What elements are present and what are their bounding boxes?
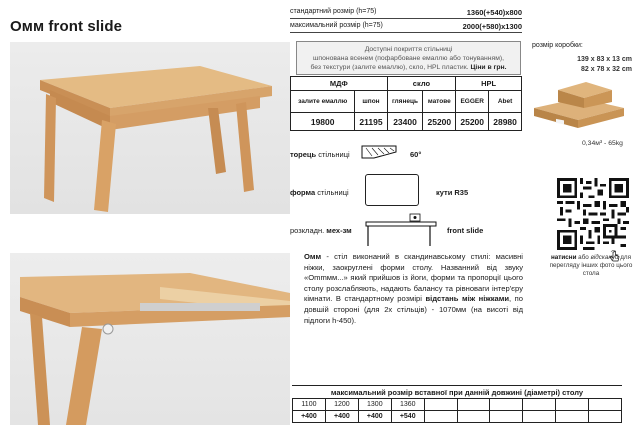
coatings-info: [296, 41, 521, 75]
coatings-line-3: [302, 63, 515, 72]
coatings-line-3-text: без текстури (залите емаллю), скло, HPL пластик.: [310, 64, 469, 71]
mechanism-name: front slide: [447, 226, 484, 235]
price-matte: 25200: [423, 113, 456, 131]
table-cell: 1100: [293, 399, 326, 411]
price-egger: 25200: [456, 113, 489, 131]
max-size-value: 2000(+580)х1300: [462, 22, 522, 31]
table-row-lengths: [293, 399, 622, 411]
table-cell: [523, 411, 556, 423]
table-cell: 1200: [325, 399, 358, 411]
product-photo-table: [10, 42, 290, 214]
sub-enamel: залите емаллю: [291, 91, 355, 113]
shipping-box-icon: [528, 74, 628, 132]
description-text-1: - стіл виконаний в скандинавському стилі: масивні ніжки, заокруглені форми столу. Названний від звуку «Ommмм...» який прийшов із йоги, форми та пропорції цього столу розслабляють, надають балансу та рівноваги інтер'єру кімнати. В стандартному розмірі: [304, 252, 523, 304]
group-glass: скло: [387, 77, 456, 91]
sub-abet: Abet: [489, 91, 522, 113]
table-cell: [556, 411, 589, 423]
product-photo-mechanism: [10, 253, 290, 425]
corner-radius: кути R35: [436, 188, 469, 197]
table-cell: [523, 399, 556, 411]
qr-hint-italic: відскануй: [590, 254, 619, 261]
mechanism-label-prefix: розкладн.: [290, 226, 327, 235]
max-size-label: максимальний розмір (h=75): [290, 22, 383, 29]
description-text-2: , по довшій стороні (для 2х стільців) - 1070мм (на висоті від підлоги h-450).: [304, 294, 523, 325]
sub-gloss: глянець: [387, 91, 423, 113]
box-volume-weight: 0,34м³ - 65kg: [582, 140, 623, 147]
box-dimension-1: 139 x 83 x 13 cm: [577, 56, 632, 63]
qr-hint-bold: натисни: [551, 254, 577, 261]
mechanism-label: [290, 226, 352, 235]
shape-label-bold: форма: [290, 188, 316, 197]
shape-label: [290, 188, 349, 197]
coatings-line-1: Доступні покриття стільниці: [364, 46, 453, 53]
tabletop-shape-icon: [365, 174, 419, 206]
qr-hint: [548, 254, 634, 278]
description-name: Омм: [304, 252, 322, 261]
shape-label-rest: стільниці: [315, 188, 349, 197]
prices-note: Ціни в грн.: [470, 64, 507, 71]
sub-veneer: шпон: [355, 91, 387, 113]
sub-egger: EGGER: [456, 91, 489, 113]
edge-label: [290, 150, 350, 159]
price-table: [290, 76, 522, 131]
price-gloss: 23400: [387, 113, 423, 131]
extension-table-title: максимальний розмір вставної при данній довжині (діаметрі) столу: [292, 385, 622, 397]
max-size-row: [290, 22, 522, 33]
table-cell: [589, 411, 622, 423]
qr-hint-text-1: або: [576, 254, 591, 261]
edge-label-bold: торець: [290, 150, 317, 159]
price-abet: 28980: [489, 113, 522, 131]
table-cell: [424, 399, 457, 411]
sub-matte: матове: [423, 91, 456, 113]
standard-size-value: 1360(+540)х800: [466, 8, 522, 17]
product-title: Омм front slide: [10, 18, 123, 35]
table-cell: [556, 399, 589, 411]
edge-profile-icon: [360, 142, 398, 162]
mechanism-label-bold: мех-зм: [326, 226, 352, 235]
table-cell: [457, 399, 490, 411]
table-cell: 1300: [358, 399, 391, 411]
table-cell: +400: [293, 411, 326, 423]
slide-mechanism-icon: [360, 212, 440, 246]
qr-code[interactable]: [557, 178, 629, 250]
box-size-label: розмір коробки:: [532, 42, 583, 49]
standard-size-row: [290, 8, 522, 19]
table-cell: [424, 411, 457, 423]
coatings-line-2: шпонована всенем (пофарбоване емаллю або тонуванням),: [312, 55, 505, 62]
table-cell: +400: [325, 411, 358, 423]
table-cell: [457, 411, 490, 423]
table-cell: +400: [358, 411, 391, 423]
table-cell: [490, 399, 523, 411]
table-cell: 1360: [391, 399, 424, 411]
group-hpl: HPL: [456, 77, 522, 91]
product-description: [304, 252, 523, 326]
description-bold: відстань між ніжками: [425, 294, 510, 304]
box-dimension-2: 82 x 78 x 32 cm: [581, 66, 632, 73]
qr-hint-text-2: для перегляду інших фото цього стола: [549, 254, 633, 277]
table-row-extensions: [293, 411, 622, 423]
table-cell: [589, 399, 622, 411]
table-cell: [490, 411, 523, 423]
extension-table: [292, 398, 622, 423]
edge-angle: 60°: [410, 150, 422, 159]
price-veneer: 21195: [355, 113, 387, 131]
standard-size-label: стандартний розмір (h=75): [290, 8, 377, 15]
edge-label-rest: стільниці: [316, 150, 350, 159]
price-enamel: 19800: [291, 113, 355, 131]
group-mdf: МДФ: [291, 77, 388, 91]
table-cell: +540: [391, 411, 424, 423]
